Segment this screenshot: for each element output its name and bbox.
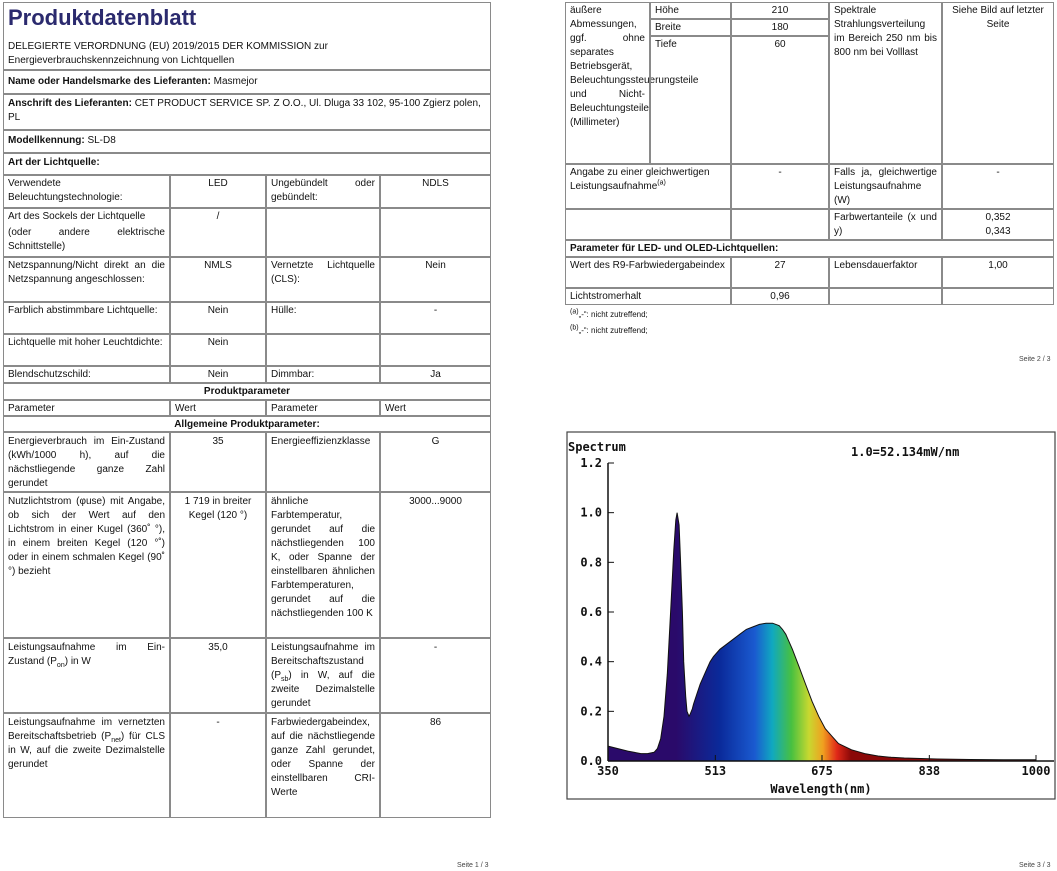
page-title: Produktdatenblatt bbox=[8, 5, 197, 30]
pon-value: 35,0 bbox=[170, 638, 266, 713]
width-value: 180 bbox=[731, 19, 829, 36]
col-value-2: Wert bbox=[380, 400, 491, 416]
y-tick-label: 0.8 bbox=[580, 555, 602, 570]
height-value: 210 bbox=[731, 2, 829, 19]
high-luminance-label: Lichtquelle mit hoher Leuchtdichte: bbox=[3, 334, 170, 366]
x-tick-label: 1000 bbox=[1021, 764, 1051, 778]
empty-cell bbox=[565, 209, 731, 240]
pnet-value: - bbox=[170, 713, 266, 818]
flux-maint-label: Lichtstromerhalt bbox=[565, 288, 731, 305]
depth-label: Tiefe bbox=[650, 36, 731, 164]
led-heading: Parameter für LED- und OLED-Lichtquellen: bbox=[565, 240, 1054, 257]
flux-label: Nutzlichtstrom (φuse) mit Angabe, ob sich der Wert auf den Lichtstrom in einer Kugel (360˚ °), in einem breiten Kegel (120 °˚) oder in einem schmalen Kegel (90˚ °) bezieht bbox=[3, 492, 170, 638]
psb-value: - bbox=[380, 638, 491, 713]
flux-maint-value: 0,96 bbox=[731, 288, 829, 305]
dimmable-value: Ja bbox=[380, 366, 491, 383]
empty-cell bbox=[380, 334, 491, 366]
tech-label: Verwendete Beleuchtungstechnologie: bbox=[3, 175, 170, 208]
lifetime-value: 1,00 bbox=[942, 257, 1054, 288]
pon-sub: on bbox=[56, 662, 65, 669]
note-a-sup: (a) bbox=[570, 308, 579, 316]
y-tick-label: 1.0 bbox=[580, 505, 602, 520]
height-label: Höhe bbox=[650, 2, 731, 19]
chart-title: Spectrum bbox=[568, 440, 626, 454]
page-3-footer: Seite 3 / 3 bbox=[1019, 862, 1051, 869]
note-a-text: „-“: nicht zutreffend; bbox=[578, 310, 648, 319]
chart-annotation: 1.0=52.134mW/nm bbox=[851, 445, 960, 459]
psb-sub: sb bbox=[281, 676, 289, 683]
y-tick-label: 0.6 bbox=[580, 605, 602, 619]
supplier-row bbox=[3, 70, 491, 94]
psb-label bbox=[266, 638, 380, 713]
high-luminance-value: Nein bbox=[170, 334, 266, 366]
unbundled-label: Ungebündelt oder gebündelt: bbox=[266, 175, 380, 208]
pon-label-unit: ) in W bbox=[64, 656, 91, 667]
product-params-heading: Produktparameter bbox=[3, 383, 491, 400]
mains-value: NMLS bbox=[170, 257, 266, 302]
energy-value: 35 bbox=[170, 432, 266, 492]
page-1-footer: Seite 1 / 3 bbox=[457, 862, 489, 869]
spectral-label: Spektrale Strahlungsverteilung im Bereich 250 nm bis 800 nm bei Volllast bbox=[829, 2, 942, 164]
pon-label-text: Leistungsaufnahme im Ein-Zustand (P bbox=[8, 642, 165, 667]
model-row bbox=[3, 130, 491, 153]
note-b-sup: (b) bbox=[570, 324, 579, 332]
note-b bbox=[570, 324, 648, 338]
x-tick-label: 838 bbox=[918, 764, 941, 778]
socket-label-1: Art des Sockels der Lichtquelle bbox=[8, 211, 146, 222]
y-tick-label: 0.2 bbox=[580, 704, 602, 719]
spectrum-chart bbox=[566, 431, 1056, 801]
chroma-label: Farbwertanteile (x und y) bbox=[829, 209, 942, 240]
empty-cell bbox=[829, 288, 942, 305]
y-tick-label: 1.2 bbox=[580, 456, 602, 470]
x-tick-label: 513 bbox=[704, 764, 727, 778]
cri-value: 86 bbox=[380, 713, 491, 818]
mains-label: Netzspannung/Nicht direkt an die Netzspannung angeschlossen: bbox=[3, 257, 170, 302]
color-tunable-value: Nein bbox=[170, 302, 266, 334]
energy-label: Energieverbrauch im Ein-Zustand (kWh/1000 h), auf die nächstliegende ganze Zahl gerundet bbox=[3, 432, 170, 492]
empty-cell bbox=[942, 288, 1054, 305]
eeclass-value: G bbox=[380, 432, 491, 492]
eeclass-label: Energieeffizienzklasse bbox=[266, 432, 380, 492]
lifetime-label: Lebensdauerfaktor bbox=[829, 257, 942, 288]
address-value: CET PRODUCT SERVICE SP. Z O.O., Ul. Dluga 33 102, 95-100 Zgierz polen, PL bbox=[8, 98, 481, 123]
pnet-label-text: Leistungsaufnahme im vernetzten Bereitschaftsbetrieb (P bbox=[8, 717, 165, 742]
glare-value: Nein bbox=[170, 366, 266, 383]
color-tunable-label: Farblich abstimmbare Lichtquelle: bbox=[3, 302, 170, 334]
note-b-text: „-“: nicht zutreffend; bbox=[578, 326, 648, 335]
empty-cell bbox=[731, 209, 829, 240]
chroma-y: 0,343 bbox=[985, 226, 1011, 237]
x-axis-label: Wavelength(nm) bbox=[770, 782, 872, 796]
type-heading: Art der Lichtquelle: bbox=[3, 153, 491, 175]
address-label: Anschrift des Lieferanten: bbox=[8, 98, 132, 109]
supplier-label: Name oder Handelsmarke des Lieferanten: bbox=[8, 76, 211, 87]
envelope-value: - bbox=[380, 302, 491, 334]
x-tick-label: 675 bbox=[811, 764, 833, 778]
pon-label bbox=[3, 638, 170, 713]
cri-label: Farbwiedergabeindex, auf die nächstliegende ganze Zahl gerundet, oder Spanne der einstellbaren CRI-Werte bbox=[266, 713, 380, 818]
r9-value: 27 bbox=[731, 257, 829, 288]
spectral-value: Siehe Bild auf letzter Seite bbox=[942, 2, 1054, 164]
empty-cell bbox=[380, 208, 491, 257]
dims-label: äußere Abmessungen, ggf. ohne separates Betriebsgerät, Beleuchtungssteuerungsteile und Nicht-Beleuchtungsteile (Millimeter) bbox=[565, 2, 650, 164]
model-label: Modellkennung: bbox=[8, 135, 85, 146]
pnet-label bbox=[3, 713, 170, 818]
y-tick-label: 0.4 bbox=[580, 654, 602, 669]
col-value-1: Wert bbox=[170, 400, 266, 416]
model-value: SL-D8 bbox=[87, 135, 116, 146]
glare-label: Blendschutzschild: bbox=[3, 366, 170, 383]
dimmable-label: Dimmbar: bbox=[266, 366, 380, 383]
chroma-values bbox=[942, 209, 1054, 240]
equiv-power-value: - bbox=[942, 164, 1054, 209]
width-label: Breite bbox=[650, 19, 731, 36]
equiv-sup: (a) bbox=[657, 179, 666, 187]
equiv-value: - bbox=[731, 164, 829, 209]
empty-cell bbox=[266, 334, 380, 366]
flux-value: 1 719 in breiter Kegel (120 °) bbox=[170, 492, 266, 638]
x-tick-label: 350 bbox=[597, 764, 619, 778]
cct-label: ähnliche Farbtemperatur, gerundet auf die nächstliegenden 100 K, oder Spanne der einstellbaren ähnlichen Farbtemperaturen, gerundet auf die nächstliegenden 100 K bbox=[266, 492, 380, 638]
chroma-x: 0,352 bbox=[985, 212, 1011, 223]
regulation-text: DELEGIERTE VERORDNUNG (EU) 2019/2015 DER KOMMISSION zur Energieverbrauchskennzeichnung von Lichtquellen bbox=[8, 41, 328, 66]
socket-cell bbox=[3, 208, 170, 257]
cls-value: Nein bbox=[380, 257, 491, 302]
general-params-heading: Allgemeine Produktparameter: bbox=[3, 416, 491, 432]
pnet-label-unit: ) für CLS in W, auf die zweite Dezimalstelle gerundet bbox=[8, 731, 165, 770]
psb-label-unit: ) in W, auf die zweite Dezimalstelle gerundet bbox=[271, 670, 375, 709]
page-2-footer: Seite 2 / 3 bbox=[1019, 356, 1051, 363]
r9-label: Wert des R9-Farbwiedergabeindex bbox=[565, 257, 731, 288]
y-tick-label: 0.0 bbox=[580, 754, 602, 768]
cct-value: 3000...9000 bbox=[380, 492, 491, 638]
tech-value: LED bbox=[170, 175, 266, 208]
cls-label: Vernetzte Lichtquelle (CLS): bbox=[266, 257, 380, 302]
empty-cell bbox=[266, 208, 380, 257]
pnet-sub: net bbox=[111, 737, 121, 744]
socket-value: / bbox=[170, 208, 266, 257]
unbundled-value: NDLS bbox=[380, 175, 491, 208]
psb-label-text: Leistungsaufnahme im Bereitschaftszustand (P bbox=[271, 642, 375, 681]
socket-label-2: (oder andere elektrische Schnittstelle) bbox=[8, 227, 165, 252]
col-parameter-2: Parameter bbox=[266, 400, 380, 416]
depth-value: 60 bbox=[731, 36, 829, 164]
envelope-label: Hülle: bbox=[266, 302, 380, 334]
col-parameter-1: Parameter bbox=[3, 400, 170, 416]
equiv-label bbox=[565, 164, 731, 209]
address-row bbox=[3, 94, 491, 130]
equiv-power-label: Falls ja, gleichwertige Leistungsaufnahme (W) bbox=[829, 164, 942, 209]
equiv-label-text: Angabe zu einer gleichwertigen Leistungsaufnahme bbox=[570, 167, 710, 192]
supplier-value: Masmejor bbox=[213, 76, 258, 87]
note-a bbox=[570, 308, 648, 322]
